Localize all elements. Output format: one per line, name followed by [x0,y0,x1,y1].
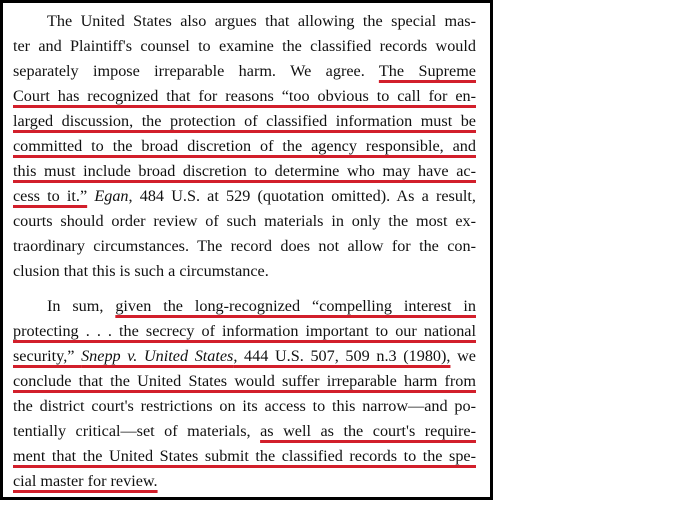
text-line [13,9,476,34]
text-line [13,184,476,209]
underlined-text: larged discussion, the protection of classified information must be [13,112,476,130]
text-line [13,259,476,284]
underlined-text: Snepp v. United States [81,347,234,365]
italic-text: Egan [94,187,129,205]
underlined-text: security,” [13,347,82,365]
text-segment: we [450,347,476,365]
text-line [13,419,476,444]
underlined-text: conclude that the United States would suffer irreparable harm from [13,372,476,390]
underlined-text: as well as the court's require- [260,422,476,440]
text-line [13,444,476,469]
text-line [13,394,476,419]
text-segment: courts should order review of such materials in only the most ex- [13,212,476,230]
underlined-text: Court has recognized that for reasons “too obvious to call for en- [13,87,476,105]
text-segment: ter and Plaintiff's counsel to examine the classified records would [13,37,476,55]
underlined-text: The Supreme [378,62,476,80]
text-segment: separately impose irreparable harm. We agree. [13,62,379,80]
text-line [13,84,476,109]
text-segment: clusion that this is such a circumstance. [13,262,269,280]
text-line [13,294,476,319]
text-line [13,59,476,84]
underlined-text: given the long-recognized “compelling interest in [115,297,476,315]
text-line [13,34,476,59]
text-segment: tentially critical—set of materials, [13,422,261,440]
text-line [13,234,476,259]
underlined-text: committed to the broad discretion of the agency responsible, and [13,137,476,155]
underlined-text: ment that the United States submit the classified records to the spe- [13,447,476,465]
text-segment: traordinary circumstances. The record does not allow for the con- [13,237,476,255]
text-segment: In sum, [47,297,116,315]
text-line [13,109,476,134]
underlined-text: cial master for review. [13,472,158,490]
text-line [13,209,476,234]
text-line [13,469,476,494]
text-segment: , 484 U.S. at 529 (quotation omitted). As a result, [128,187,476,205]
text-segment: the district court's restrictions on its access to this narrow—and po- [13,397,476,415]
underlined-text: cess to it.” [13,187,88,205]
underlined-text: protecting . . . the secrecy of information important to our national [13,322,476,340]
text-line [13,134,476,159]
text-line [13,344,476,369]
underlined-text: this must include broad discretion to determine who may have ac- [13,162,476,180]
text-line [13,319,476,344]
text-segment: The United States also argues that allowing the special mas- [47,12,476,30]
text-line [13,369,476,394]
text-line [13,159,476,184]
underlined-text: , 444 U.S. 507, 509 n.3 (1980), [233,347,451,365]
